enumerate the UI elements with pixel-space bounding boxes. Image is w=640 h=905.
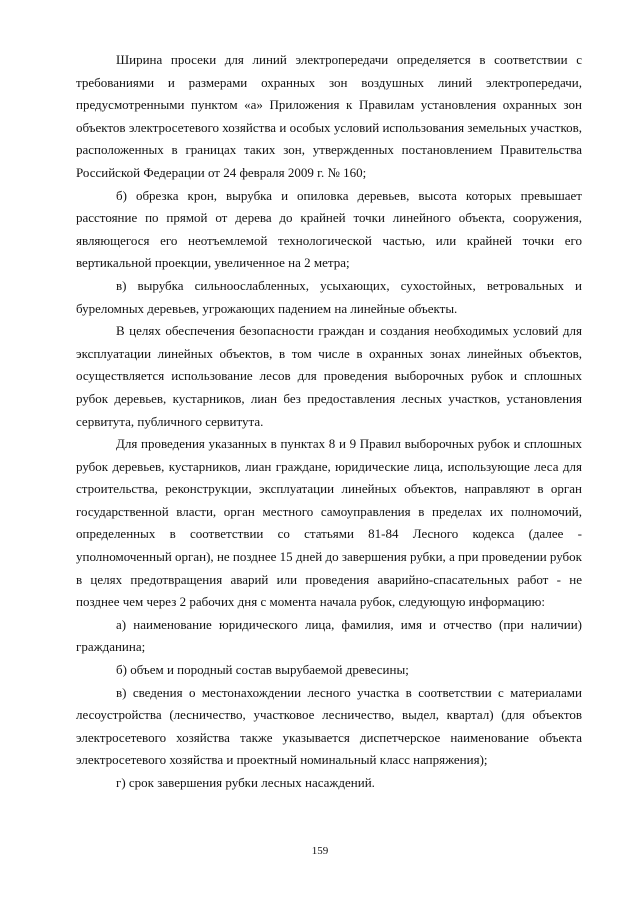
paragraph-safety-purposes: В целях обеспечения безопасности граждан и создания необходимых условий для эксплуатации линейных объектов, в том числе в охранных зонах линейных объектов, осуществляется использование лесов для проведения выборочных рубок и сплошных рубок деревьев, кустарников, лиан без предоставления лесных участков, установления сервитута, публичного сервитута. (76, 323, 582, 429)
paragraph-info-g: г) срок завершения рубки лесных насаждений. (116, 775, 375, 790)
paragraph-info-v: в) сведения о местонахождении лесного участка в соответствии с материалами лесоустройства (лесничество, участковое лесничество, выдел, квартал) (для объектов электросетевого хозяйства также указывается диспетчерское наименование объекта электросетевого хозяйства и проектный номинальный класс напряжения); (76, 684, 582, 768)
paragraph-procedure: Для проведения указанных в пунктах 8 и 9 Правил выборочных рубок и сплошных рубок деревьев, кустарников, лиан граждане, юридические лица, использующие леса для строительства, реконструкции, эксплуатации линейных объектов, направляют в орган государственной власти, орган местного самоуправления в пределах их полномочий, определенных в соответствии со статьями 81-84 Лесного кодекса (далее - уполномоченный орган), не позднее 15 дней до завершения рубки, а при проведении рубок в целях предотвращения аварий или проведения аварийно-спасательных работ - не позднее чем через 2 рабочих дня с момента начала рубок, следующую информацию: (76, 436, 582, 610)
paragraph-item-v-weak-trees: в) вырубка сильноослабленных, усыхающих, сухостойных, ветровальных и буреломных деревьев, угрожающих падением на линейные объекты. (76, 277, 582, 316)
paragraph-info-b: б) объем и породный состав вырубаемой древесины; (116, 662, 409, 678)
paragraph-info-a: а) наименование юридического лица, фамилия, имя и отчество (при наличии) гражданина; (76, 616, 582, 655)
paragraph-item-b-crown-trimming: б) обрезка крон, вырубка и опиловка деревьев, высота которых превышает расстояние по прямой от дерева до крайней точки линейного объекта, сооружения, являющегося его неотъемлемой технологической частью, или крайней точки его вертикальной проекции, увеличенное на 2 метра; (76, 187, 582, 271)
page-number: 159 (311, 845, 329, 857)
paragraph-prosek-width: Ширина просеки для линий электропередачи определяется в соответствии с требованиями и размерами охранных зон воздушных линий электропередачи, предусмотренными пунктом «а» Приложения к Правилам установления охранных зон объектов электросетевого хозяйства и особых условий использования земельных участков, расположенных в границах таких зон, утвержденных постановлением Правительства Российской Федерации от 24 февраля 2009 г. № 160; (76, 52, 582, 180)
document-body (76, 49, 582, 795)
